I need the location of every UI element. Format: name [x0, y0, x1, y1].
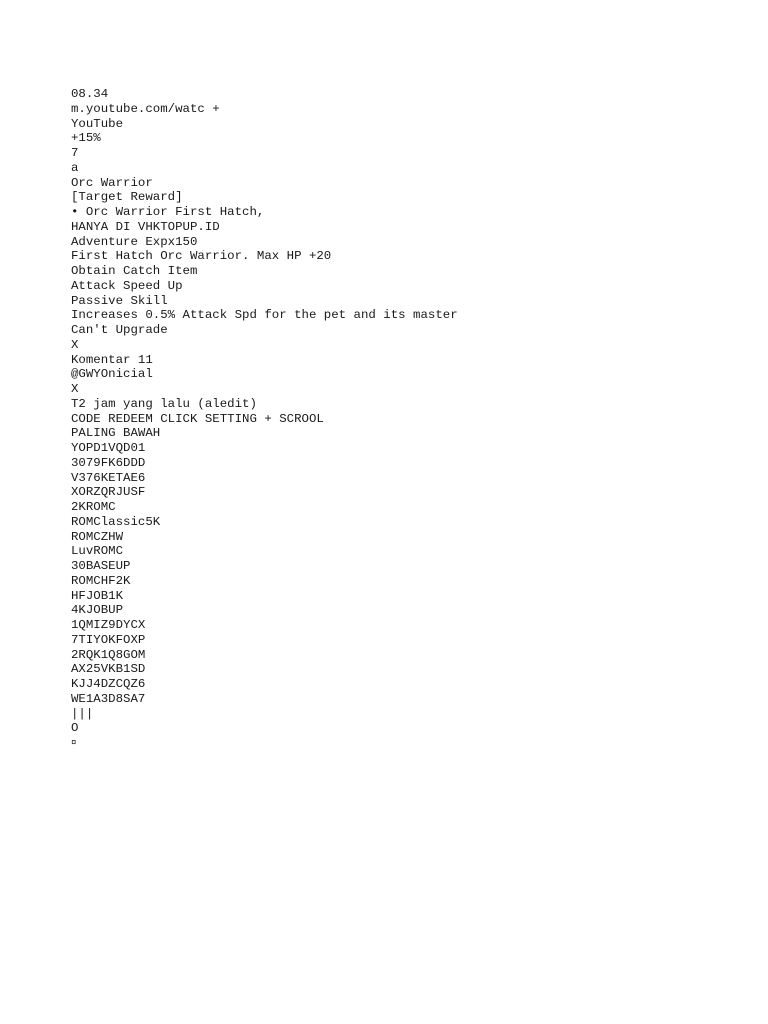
redeem-code: 4KJOBUP — [71, 603, 124, 618]
skill-name: Attack Speed Up — [71, 278, 183, 293]
upgrade-status: Can't Upgrade — [71, 323, 168, 337]
back-button[interactable]: ¤ — [71, 738, 77, 748]
redeem-code: WE1A3D8SA7 — [71, 691, 146, 706]
overlay-letter: a — [71, 160, 79, 175]
redeem-code: 1QMIZ9DYCX — [71, 618, 146, 632]
comment-body-line: CODE REDEEM CLICK SETTING + SCROOL — [71, 411, 324, 426]
redeem-code: 2KROMC — [71, 500, 116, 514]
redeem-code: ROMCHF2K — [71, 573, 131, 588]
redeem-code: ROMCZHW — [71, 529, 124, 544]
home-button[interactable]: O — [71, 721, 79, 736]
redeem-code: V376KETAE6 — [71, 470, 146, 485]
obtain-catch-item: Obtain Catch Item — [71, 264, 198, 278]
pet-name: Orc Warrior — [71, 175, 153, 190]
redeem-code: KJJ4DZCQZ6 — [71, 677, 146, 691]
promo-text: HANYA DI VHKTOPUP.ID — [71, 219, 220, 234]
comment-author[interactable]: @GWYOnicial — [71, 367, 153, 382]
comment-body-line: PALING BAWAH — [71, 426, 161, 441]
redeem-code: 3079FK6DDD — [71, 455, 146, 470]
redeem-code: XORZQRJUSF — [71, 485, 146, 500]
redeem-code: AX25VKB1SD — [71, 662, 146, 677]
bonus-percent: +15% — [71, 131, 101, 146]
redeem-code: HFJOB1K — [71, 588, 124, 603]
first-hatch-bullet: • Orc Warrior First Hatch, — [71, 205, 265, 219]
redeem-code: YOPD1VQD01 — [71, 441, 146, 455]
adventure-exp: Adventure Expx150 — [71, 234, 198, 249]
site-name: YouTube — [71, 116, 124, 131]
redeem-code: LuvROMC — [71, 544, 124, 559]
redeem-code: 30BASEUP — [71, 559, 131, 573]
redeem-code: ROMClassic5K — [71, 514, 161, 529]
address-bar-url[interactable]: m.youtube.com/watc + — [71, 101, 220, 116]
first-hatch-bonus: First Hatch Orc Warrior. Max HP +20 — [71, 249, 332, 264]
comments-header: Komentar 11 — [71, 352, 153, 367]
comment-meta: T2 jam yang lalu (aledit) — [71, 396, 257, 411]
skill-description: Increases 0.5% Attack Spd for the pet and its master — [71, 308, 458, 323]
ocr-text-page — [71, 87, 751, 751]
redeem-code: 7TIYOKFOXP — [71, 632, 146, 647]
recents-button[interactable]: ||| — [71, 706, 94, 721]
close-button[interactable]: X — [71, 337, 79, 352]
redeem-code: 2RQK1Q8GOM — [71, 647, 146, 662]
skill-type: Passive Skill — [71, 293, 168, 308]
comment-close-button[interactable]: X — [71, 382, 79, 396]
status-time: 08.34 — [71, 87, 109, 101]
overlay-count: 7 — [71, 146, 79, 160]
target-reward-label: [Target Reward] — [71, 190, 183, 205]
